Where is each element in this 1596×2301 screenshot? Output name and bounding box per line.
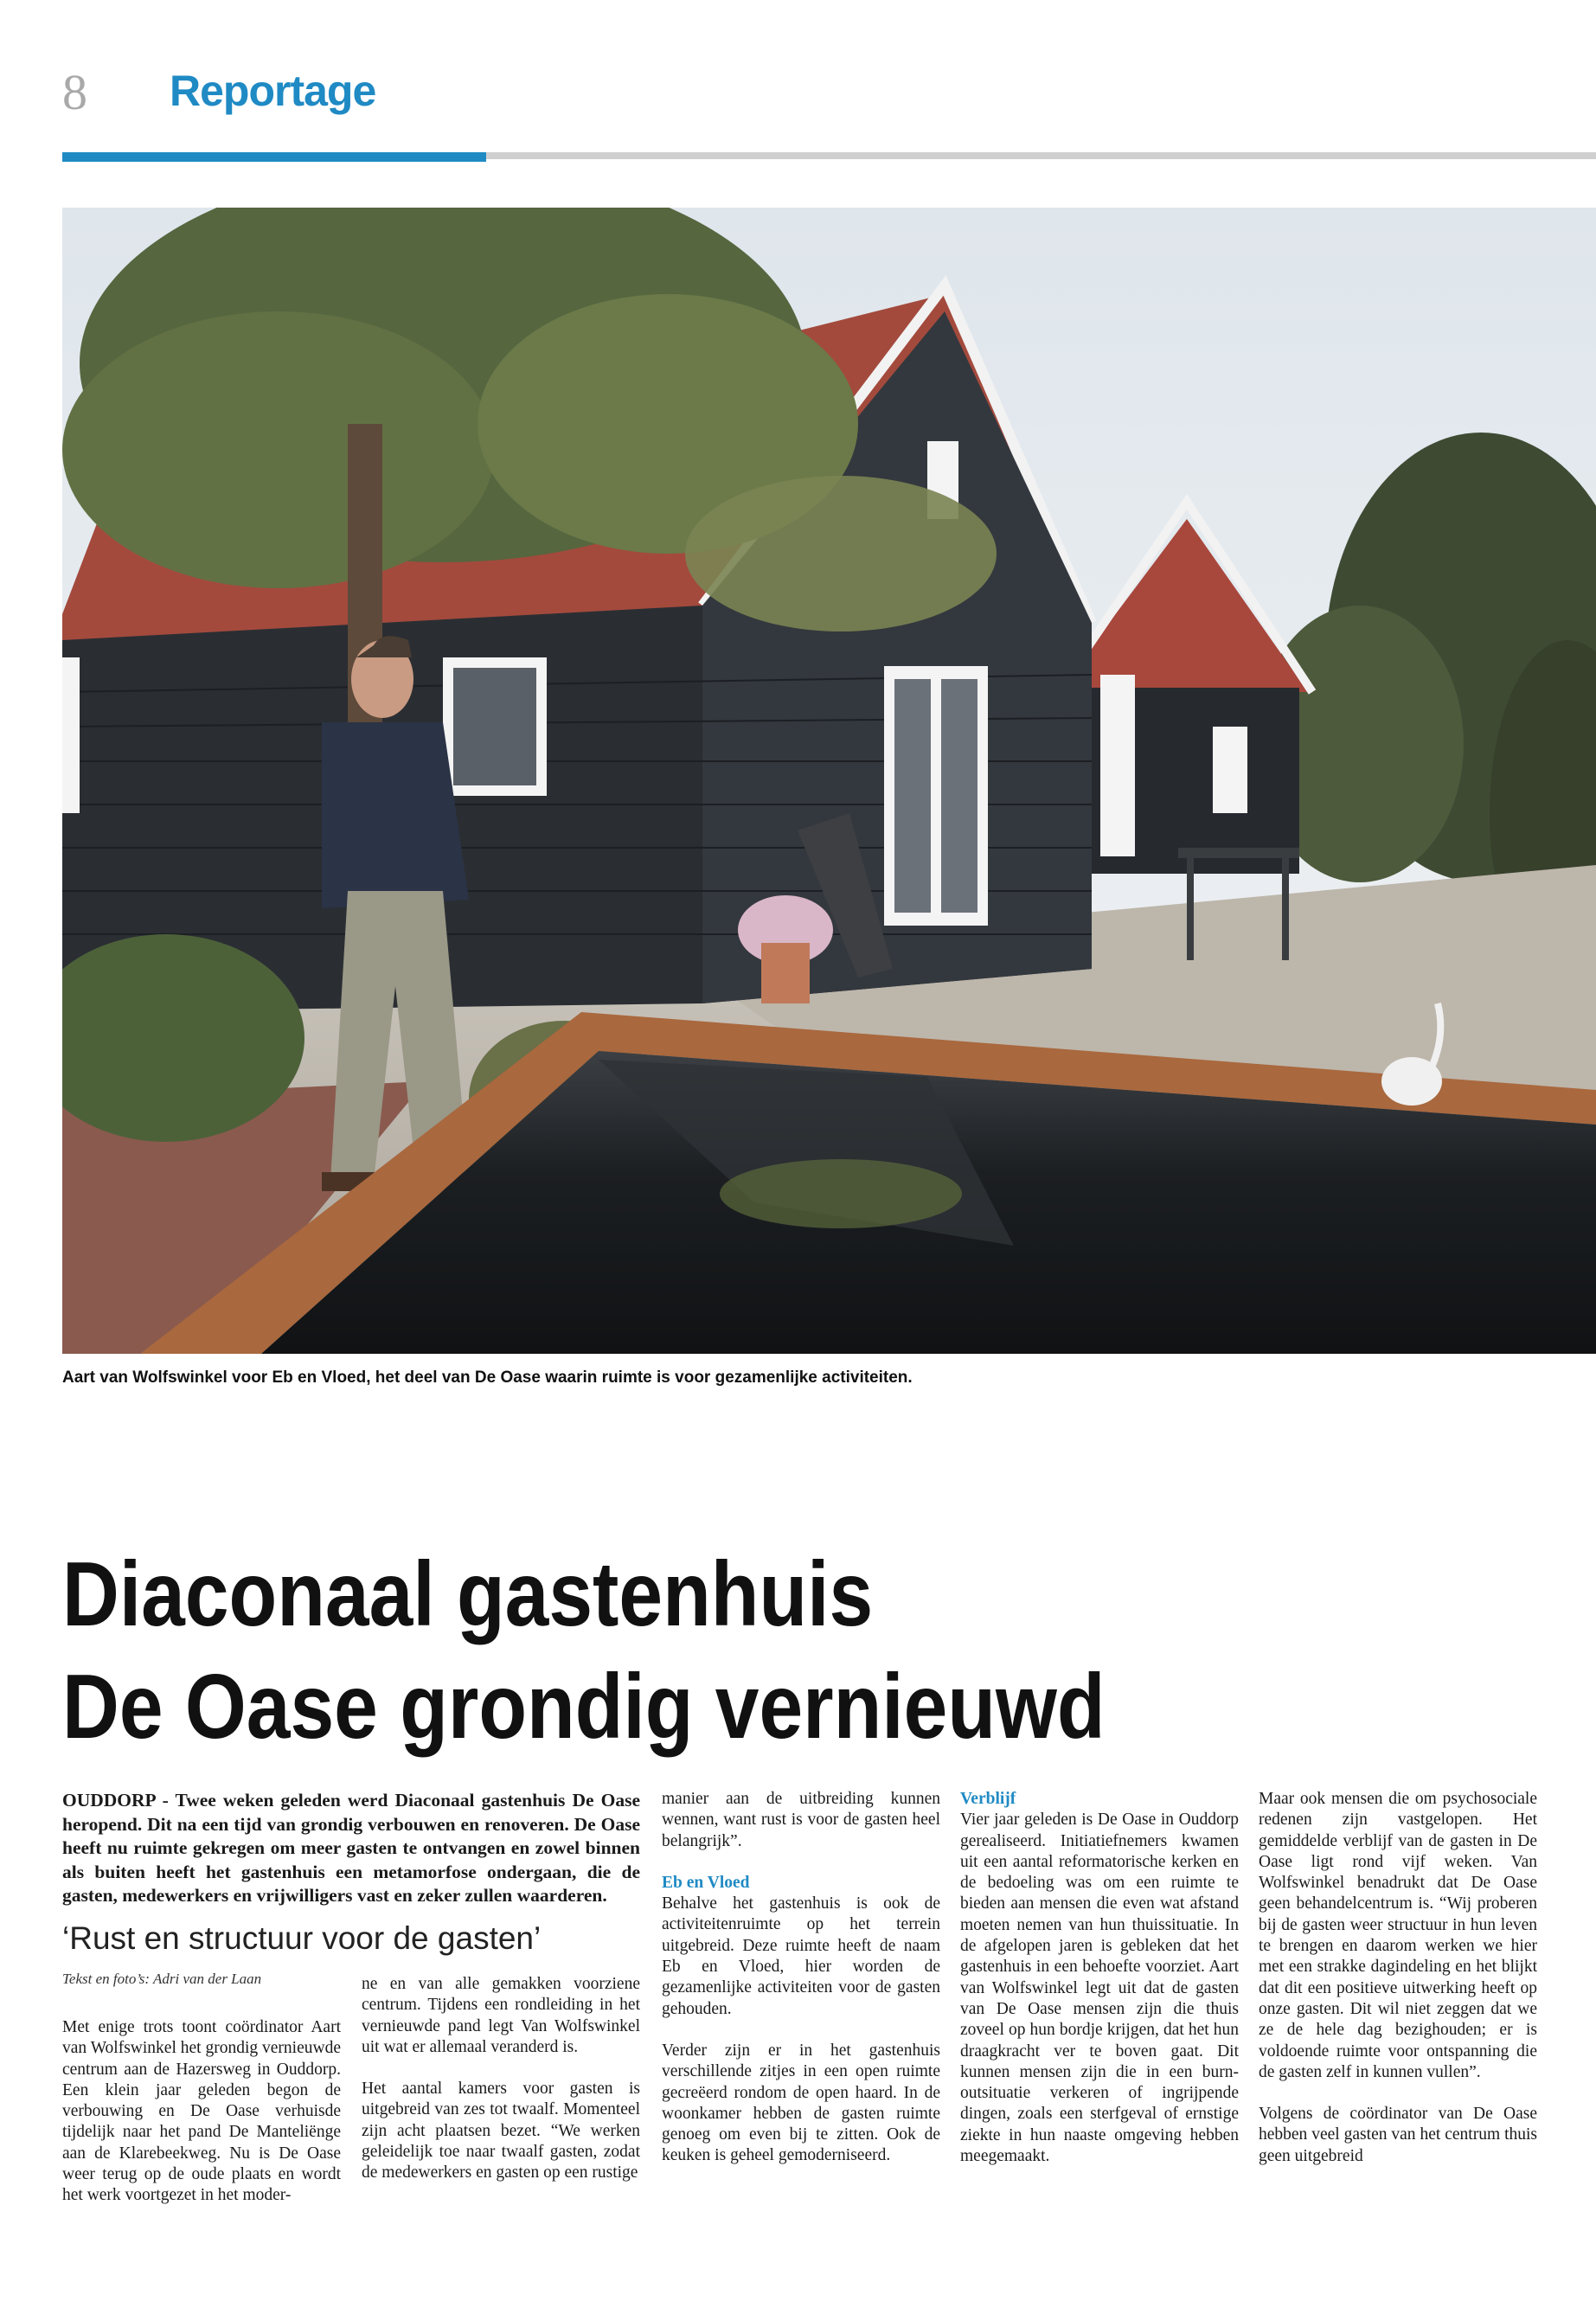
article-lead: OUDDORP - Twee weken geleden werd Diaconaal gastenhuis De Oase heropend. Dit na een tijd van grondig verbouwen en renoveren. De Oase heeft nu ruimte gekregen om meer gasten te ontvangen en zowel binnen als buiten heeft het gastenhuis een metamorfose ondergaan, die de gasten, medewerkers en vrijwilligers vast en zeker zullen waarderen. xyxy=(62,1790,640,1906)
paragraph: Het aantal kamers voor gasten is uitgebreid van zes tot twaalf. Momenteel zijn acht plaatsen bezet. “We werken geleidelijk toe naar twaalf gasten, zodat de medewerkers en gasten op een rustige xyxy=(362,2080,640,2182)
headline-line-1: Diaconaal gastenhuis xyxy=(62,1543,874,1645)
paragraph: Vier jaar geleden is De Oase in Ouddorp gerealiseerd. Initiatiefnemers kwamen uit een aantal reformatorische kerken en de bedoeling was om een ruimte te bieden aan mensen die even wat afstand moeten nemen van hun thuissituatie. In de afgelopen jaren is gebleken dat het gastenhuis in een behoefte voorziet. Aart van Wolfswinkel legt uit dat de gasten van De Oase mensen zijn die thuis zoveel op hun bordje krijgen, dat het hun draagkracht ver te boven gaat. Dit kunnen mensen zijn die in een burn-outsituatie verkeren of ingrijpende dingen, zoals een sterfgeval of ernstige ziekte in hun naaste omgeving hebben meegemaakt. xyxy=(960,1811,1239,2166)
paragraph: manier aan de uitbreiding kunnen wennen, want rust is voor de gasten heel belangrijk”. xyxy=(662,1790,940,1850)
paragraph: Behalve het gastenhuis is ook de activiteitenruimte op het terrein uitgebreid. Deze ruimte heeft de naam Eb en Vloed, hier worden de gezamenlijke activiteiten voor de gasten gehouden. xyxy=(662,1894,940,2018)
article-photo xyxy=(62,208,1596,1354)
paragraph: Met enige trots toont coördinator Aart van Wolfswinkel het grondig vernieuwde centrum aan de Hazersweg in Ouddorp. Een klein jaar geleden begon de verbouwing en De Oase verhuisde tijdelijk naar het pand De Manteliënge aan de Klarebeekweg. Nu is De Oase weer terug op de oude plaats en wordt het werk voortgezet in het moder- xyxy=(62,2018,341,2205)
section-title: Reportage xyxy=(170,67,376,115)
article-kicker: ‘Rust en structuur voor de gasten’ xyxy=(62,1920,542,1956)
paragraph: ne en van alle gemakken voorziene centrum. Tijdens een rondleiding in het vernieuwde pand legt Van Wolfswinkel uit wat er allemaal veranderd is. xyxy=(362,1975,640,2056)
paragraph: Volgens de coördinator van De Oase hebben veel gasten van het centrum thuis geen uitgebreid xyxy=(1259,2105,1537,2165)
article-column-1 xyxy=(62,2017,341,2207)
article-column-4 xyxy=(960,1789,1239,2167)
headline-line-2: De Oase grondig vernieuwd xyxy=(62,1656,1106,1758)
header-accent-rule xyxy=(62,152,486,162)
subheading-eb-en-vloed: Eb en Vloed xyxy=(662,1873,750,1892)
photo-caption: Aart van Wolfswinkel voor Eb en Vloed, het deel van De Oase waarin ruimte is voor gezamenlijke activiteiten. xyxy=(62,1368,913,1387)
article-column-2 xyxy=(362,1974,640,2184)
paragraph: Maar ook mensen die om psychosociale redenen zijn vastgelopen. Het gemiddelde verblijf van de gasten in De Oase ligt rond vijf weken. Van Wolfswinkel benadrukt dat De Oase geen behandelcentrum is. “Wij proberen bij de gasten weer structuur in hun leven te brengen en daarom werken we hier met een strakke dagindeling en het blijkt dat dit een positieve uitwerking heeft op onze gasten. Dit wil niet zeggen dat we ze de hele dag bezighouden; er is voldoende ruimte voor ontspanning die de gasten zelf in kunnen vullen”. xyxy=(1259,1790,1537,2081)
page-number: 8 xyxy=(62,64,87,120)
paragraph: Verder zijn er in het gastenhuis verschillende zitjes in een open ruimte gecreëerd rondom de open haard. In de woonkamer hebben de gasten ruimte genoeg om even bij te zitten. Ook de keuken is geheel gemoderniseerd. xyxy=(662,2041,940,2165)
article-column-3 xyxy=(662,1789,940,2167)
article-column-5 xyxy=(1259,1789,1537,2167)
photo-credit: Tekst en foto’s: Adri van der Laan xyxy=(62,1971,262,1987)
subheading-verblijf: Verblijf xyxy=(960,1790,1016,1808)
